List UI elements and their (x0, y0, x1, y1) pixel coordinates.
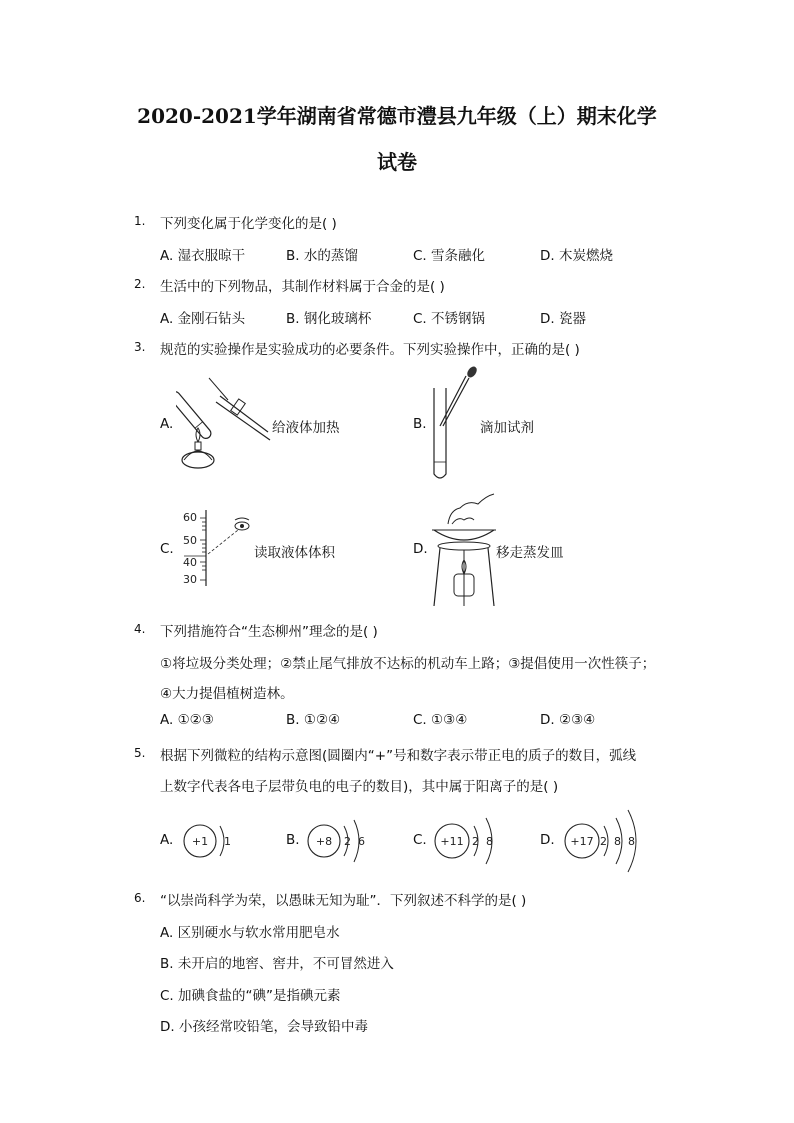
cylinder-tick-60: 60 (183, 511, 197, 524)
cylinder-tick-40: 40 (183, 556, 197, 569)
question-3-option-b-letter: B. (413, 416, 427, 432)
question-3-option-d-caption: 移走蒸发皿 (496, 545, 564, 561)
question-6-option-a: A. 区别硬水与软水常用肥皂水 (160, 925, 340, 941)
question-5-option-a-letter: A. (160, 832, 174, 848)
question-4-option-d: D. ②③④ (540, 712, 596, 728)
atom-c-nucleus: +11 (440, 835, 464, 848)
question-4-line2: ①将垃圾分类处理；②禁止尾气排放不达标的机动车上路；③提倡使用一次性筷子； (160, 656, 656, 672)
question-6-number: 6. (134, 891, 146, 905)
question-4-number: 4. (134, 622, 146, 636)
question-5-line2: 上数字代表各电子层带负电的电子的数目)，其中属于阳离子的是( ) (160, 779, 559, 795)
question-3-option-c-caption: 读取液体体积 (254, 545, 335, 561)
question-6-option-d: D. 小孩经常咬铅笔，会导致铅中毒 (160, 1019, 368, 1035)
dropper-test-tube-figure (426, 366, 486, 486)
question-5-stem: 根据下列微粒的结构示意图(圆圈内“+”号和数字表示带正电的质子的数目，弧线 (160, 748, 637, 764)
atom-d-shell-1: 2 (600, 835, 607, 848)
question-1-number: 1. (134, 214, 146, 228)
question-4-option-c: C. ①③④ (413, 712, 468, 728)
question-4-option-a: A. ①②③ (160, 712, 214, 728)
atom-diagram-b (302, 816, 372, 866)
question-1-stem: 下列变化属于化学变化的是( ) (160, 216, 337, 232)
question-6-option-c: C. 加碘食盐的“碘”是指碘元素 (160, 988, 341, 1004)
atom-d-nucleus: +17 (570, 835, 594, 848)
atom-d-shell-2: 8 (614, 835, 621, 848)
graduated-cylinder-figure (180, 506, 254, 588)
evaporating-dish-figure (428, 490, 500, 608)
question-3-option-a-caption: 给液体加热 (272, 420, 340, 436)
question-3-option-a-letter: A. (160, 416, 174, 432)
question-5-option-b-letter: B. (286, 832, 300, 848)
question-2-option-d: D. 瓷器 (540, 311, 586, 327)
atom-c-shell-2: 8 (486, 835, 493, 848)
atom-diagram-d (560, 806, 646, 876)
question-1-option-c: C. 雪条融化 (413, 248, 486, 264)
question-5-number: 5. (134, 746, 146, 760)
question-2-option-c: C. 不锈钢锅 (413, 311, 486, 327)
question-3-option-d-letter: D. (413, 541, 428, 557)
atom-a-shell-1: 1 (224, 835, 231, 848)
atom-b-nucleus: +8 (315, 835, 333, 848)
question-5-option-c-letter: C. (413, 832, 427, 848)
question-1-option-d: D. 木炭燃烧 (540, 248, 613, 264)
cylinder-tick-50: 50 (183, 534, 197, 547)
cylinder-tick-30: 30 (183, 573, 197, 586)
atom-a-nucleus: +1 (191, 835, 209, 848)
question-6-option-b: B. 未开启的地窖、窖井，不可冒然进入 (160, 956, 394, 972)
atom-diagram-c (430, 814, 506, 868)
question-3-option-c-letter: C. (160, 541, 174, 557)
question-3-number: 3. (134, 340, 146, 354)
question-3-option-b-caption: 滴加试剂 (480, 420, 534, 436)
exam-title-line2: 试卷 (377, 150, 417, 174)
question-2-number: 2. (134, 277, 146, 291)
question-2-stem: 生活中的下列物品，其制作材料属于合金的是( ) (160, 279, 445, 295)
question-1-option-a: A. 湿衣服晾干 (160, 248, 246, 264)
question-5-option-d-letter: D. (540, 832, 555, 848)
question-6-stem: “以崇尚科学为荣，以愚昧无知为耻”．下列叙述不科学的是( ) (160, 893, 527, 909)
question-3-stem: 规范的实验操作是实验成功的必要条件。下列实验操作中，正确的是( ) (160, 342, 580, 358)
question-4-line3: ④大力提倡植树造林。 (160, 686, 294, 702)
question-1-option-b: B. 水的蒸馏 (286, 248, 358, 264)
heating-liquid-figure (176, 372, 272, 472)
atom-diagram-a (178, 818, 238, 864)
atom-c-shell-1: 2 (472, 835, 479, 848)
question-2-option-b: B. 钢化玻璃杯 (286, 311, 372, 327)
atom-d-shell-3: 8 (628, 835, 635, 848)
question-2-option-a: A. 金刚石钻头 (160, 311, 246, 327)
atom-b-shell-1: 2 (344, 835, 351, 848)
exam-title-line1: 2020-2021学年湖南省常德市澧县九年级（上）期末化学 (137, 104, 657, 128)
atom-b-shell-2: 6 (358, 835, 365, 848)
question-4-stem: 下列措施符合“生态柳州”理念的是( ) (160, 624, 378, 640)
question-4-option-b: B. ①②④ (286, 712, 341, 728)
